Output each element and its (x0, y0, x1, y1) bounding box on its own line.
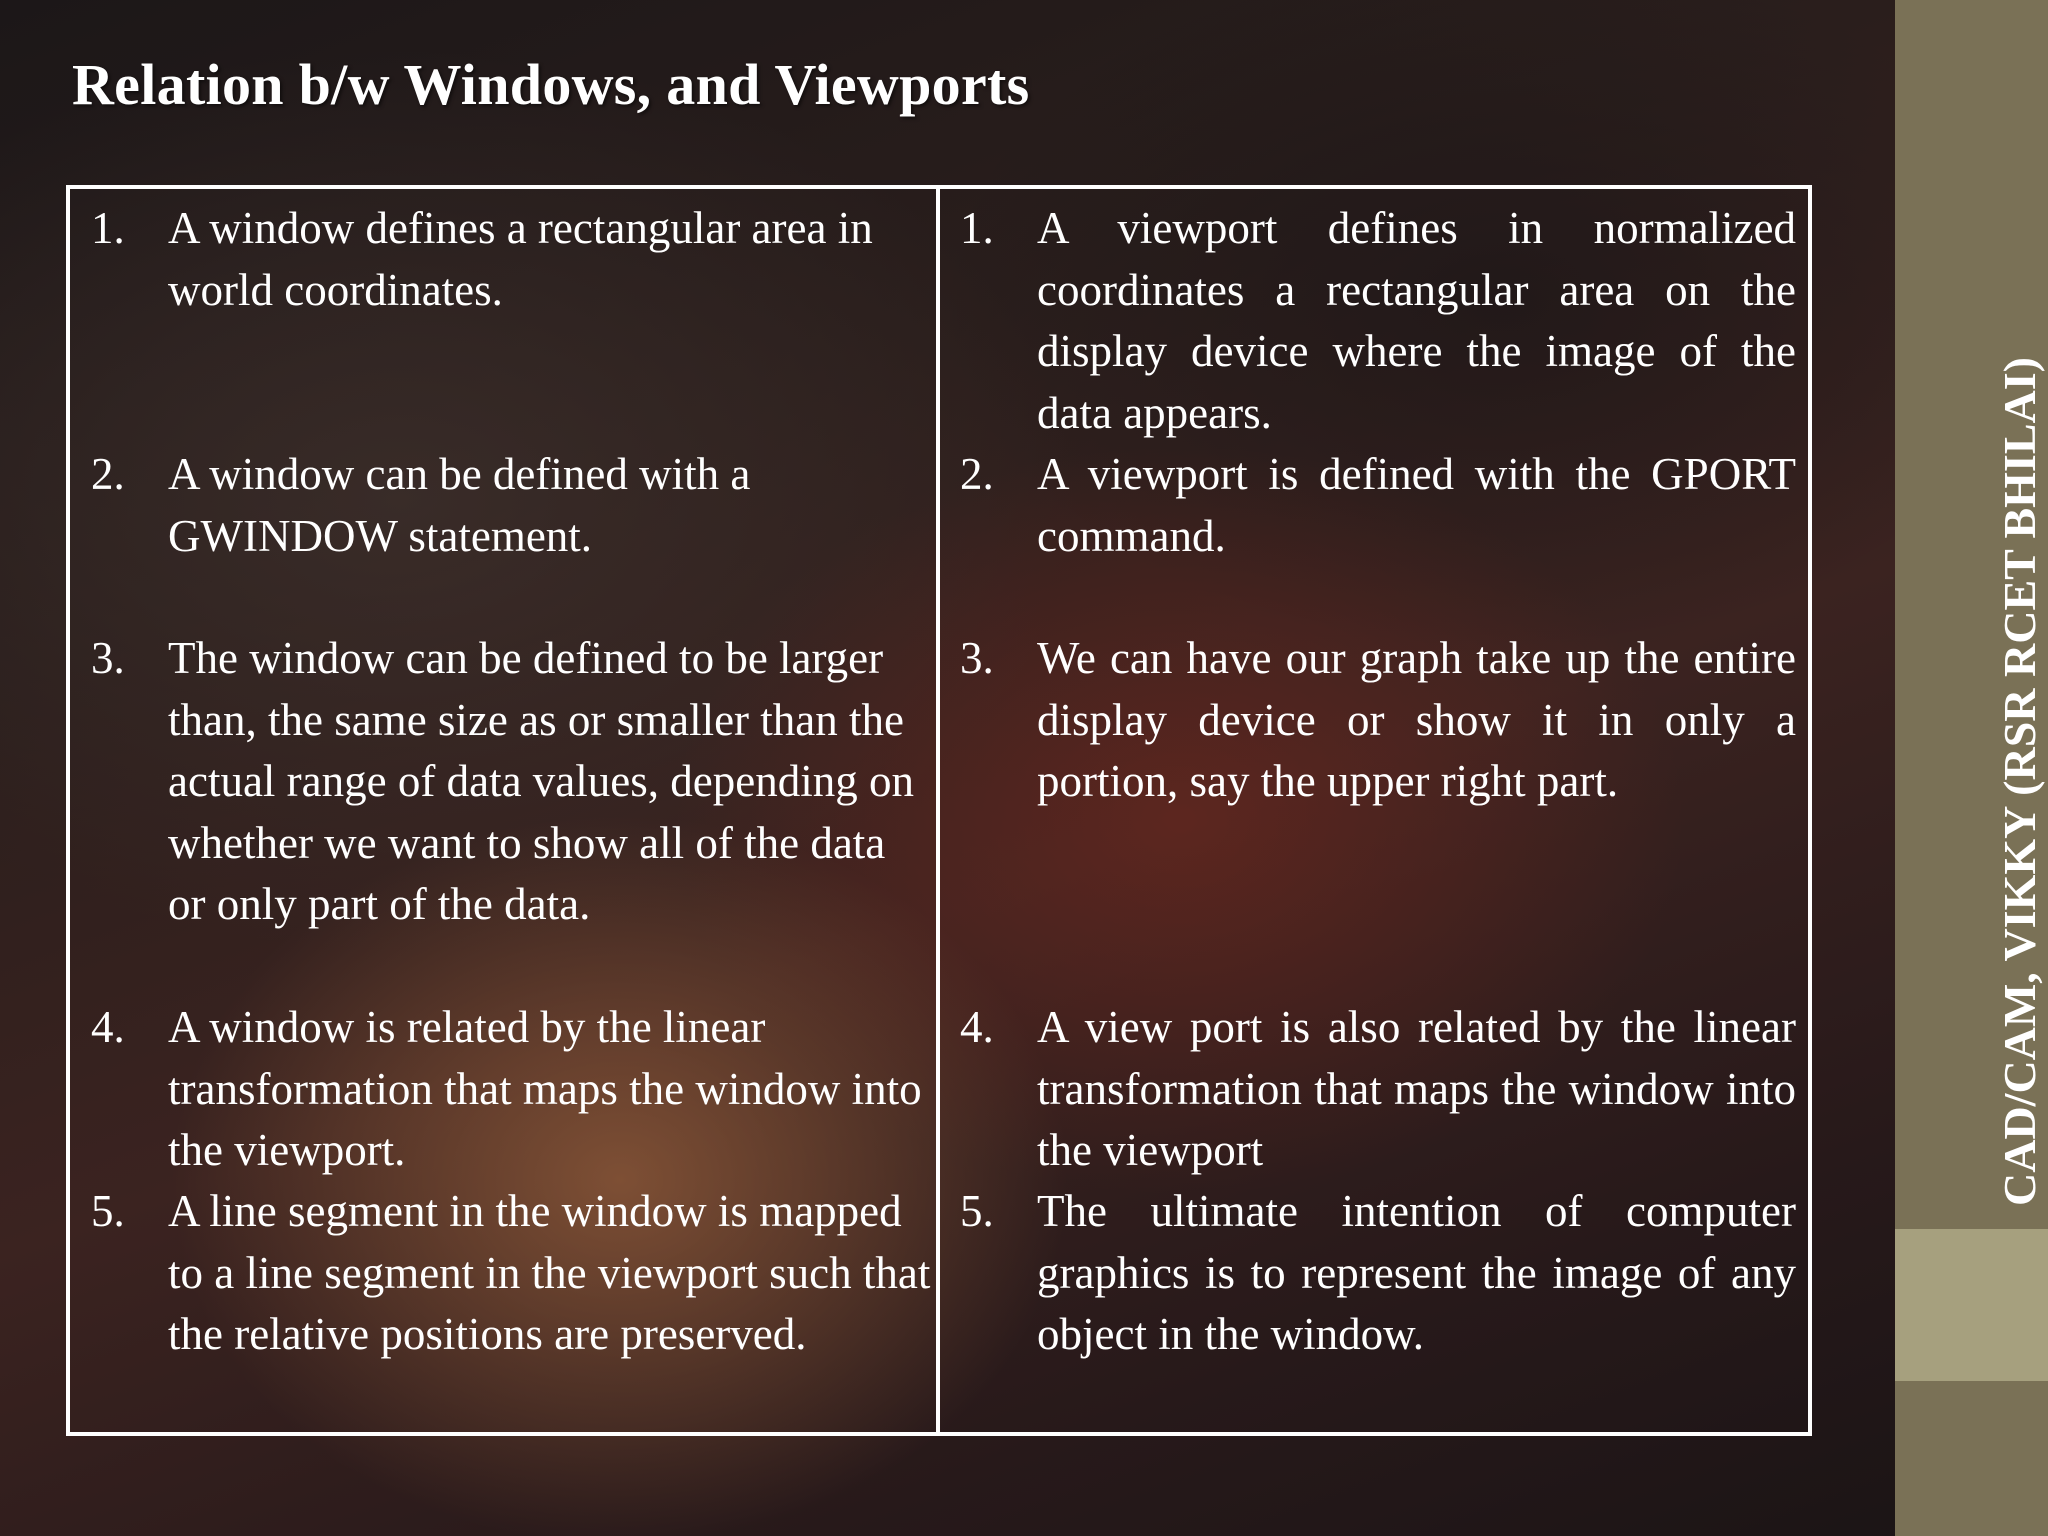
item-text: A viewport defines in normalized coordinates a rectangular area on the display device where the image of the data appears. (1037, 203, 1796, 438)
item-text: A line segment in the window is mapped to a line segment in the viewport such that the relative positions are preserved. (168, 1186, 931, 1359)
windows-item-3 (91, 628, 933, 936)
item-number: 5. (91, 1186, 125, 1236)
item-text: We can have our graph take up the entire display device or show it in only a portion, say the upper right part. (1037, 633, 1796, 806)
item-number: 2. (960, 449, 994, 499)
item-text: A window is related by the linear transformation that maps the window into the viewport. (168, 1002, 922, 1175)
comparison-table (66, 185, 1812, 1436)
viewports-item-5 (960, 1181, 1796, 1366)
slide-title: Relation b/w Windows, and Viewports (72, 52, 1030, 117)
viewports-item-3 (960, 628, 1796, 813)
windows-item-5 (91, 1181, 933, 1366)
sidebar-label: CAD/CAM, VIKKY (RSR RCET BHILAI) (1994, 357, 2045, 1206)
viewports-item-1 (960, 198, 1796, 444)
windows-item-2 (91, 444, 933, 567)
item-text: A view port is also related by the linear transformation that maps the window into the viewport (1037, 1002, 1796, 1175)
item-number: 5. (960, 1186, 994, 1236)
item-number: 3. (960, 633, 994, 683)
viewports-column (940, 189, 1808, 1432)
item-text: A window can be defined with a GWINDOW statement. (168, 449, 751, 561)
item-text: A viewport is defined with the GPORT command. (1037, 449, 1796, 561)
viewports-item-2 (960, 444, 1796, 567)
item-number: 4. (960, 1002, 994, 1052)
windows-item-1 (91, 198, 933, 321)
viewports-item-4 (960, 997, 1796, 1182)
item-number: 1. (91, 203, 125, 253)
windows-item-4 (91, 997, 933, 1182)
item-text: The ultimate intention of computer graphics is to represent the image of any object in the window. (1037, 1186, 1796, 1359)
item-text: The window can be defined to be larger than, the same size as or smaller than the actual range of data values, depending on whether we want to show all of the data or only part of the data. (168, 633, 914, 929)
sidebar-accent-block (1895, 1229, 2048, 1381)
item-number: 4. (91, 1002, 125, 1052)
windows-column (70, 189, 940, 1432)
item-number: 1. (960, 203, 994, 253)
item-number: 2. (91, 449, 125, 499)
item-text: A window defines a rectangular area in world coordinates. (168, 203, 873, 315)
item-number: 3. (91, 633, 125, 683)
